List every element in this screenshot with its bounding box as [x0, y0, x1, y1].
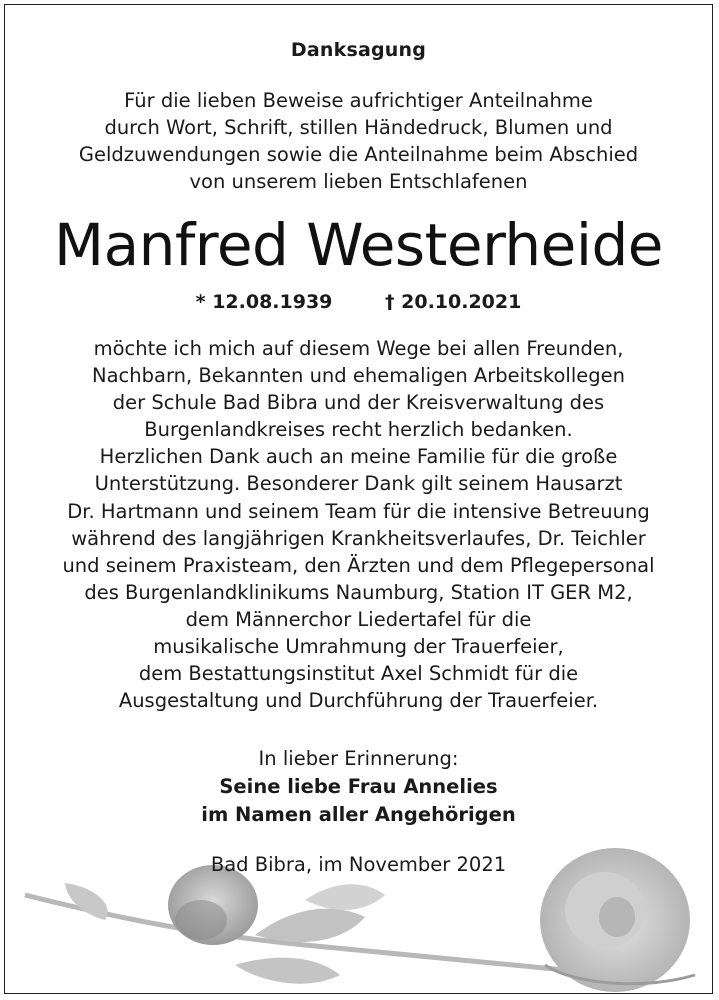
body-line: Ausgestaltung und Durchführung der Trauerfeier.: [118, 689, 599, 713]
body-line: während des langjährigen Krankheitsverlaufes, Dr. Teichler: [71, 526, 646, 550]
body-line: dem Bestattungsinstitut Axel Schmidt für die: [138, 662, 579, 686]
death-date: † 20.10.2021: [385, 291, 522, 313]
intro-line: Für die lieben Beweise aufrichtiger Anteilnahme: [124, 89, 593, 112]
heading: Danksagung: [290, 39, 427, 61]
notice-frame: [4, 4, 713, 994]
intro-line: durch Wort, Schrift, stillen Händedruck, Blumen und: [104, 116, 613, 139]
body-line: der Schule Bad Bibra und der Kreisverwaltung des: [112, 391, 605, 415]
life-dates: [5, 291, 712, 313]
closing-remembrance: In lieber Erinnerung:: [258, 747, 459, 770]
rose-illustration: [5, 825, 713, 994]
closing-signatory: Seine liebe Frau Annelies: [219, 775, 498, 798]
birth-date: * 12.08.1939: [195, 291, 333, 313]
place-date: Bad Bibra, im November 2021: [210, 853, 507, 876]
body-line: Burgenlandkreises recht herzlich bedanken.: [144, 418, 573, 442]
body-line: dem Männerchor Liedertafel für die: [185, 607, 532, 631]
body-line: Dr. Hartmann und seinem Team für die intensive Betreuung: [67, 499, 650, 523]
intro-text: [5, 87, 712, 195]
body-line: und seinem Praxisteam, den Ärzten und dem Pflegepersonal: [62, 553, 655, 577]
body-line: möchte ich mich auf diesem Wege bei allen Freunden,: [93, 337, 624, 360]
intro-line: Geldzuwendungen sowie die Anteilnahme beim Abschied: [78, 143, 639, 166]
body-line: des Burgenlandklinikums Naumburg, Station IT GER M2,: [84, 580, 633, 604]
body-line: Nachbarn, Bekannten und ehemaligen Arbeitskollegen: [92, 364, 625, 388]
intro-line: von unserem lieben Entschlafenen: [189, 170, 528, 193]
body-line: Herzlichen Dank auch an meine Familie für die große: [99, 445, 618, 469]
body-line: Unterstützung. Besonderer Dank gilt seinem Hausarzt: [94, 472, 623, 496]
deceased-name: Manfred Westerheide: [54, 211, 663, 279]
thanks-text: [5, 335, 712, 714]
closing-family: im Namen aller Angehörigen: [201, 803, 516, 826]
body-line: musikalische Umrahmung der Trauerfeier,: [153, 635, 564, 659]
